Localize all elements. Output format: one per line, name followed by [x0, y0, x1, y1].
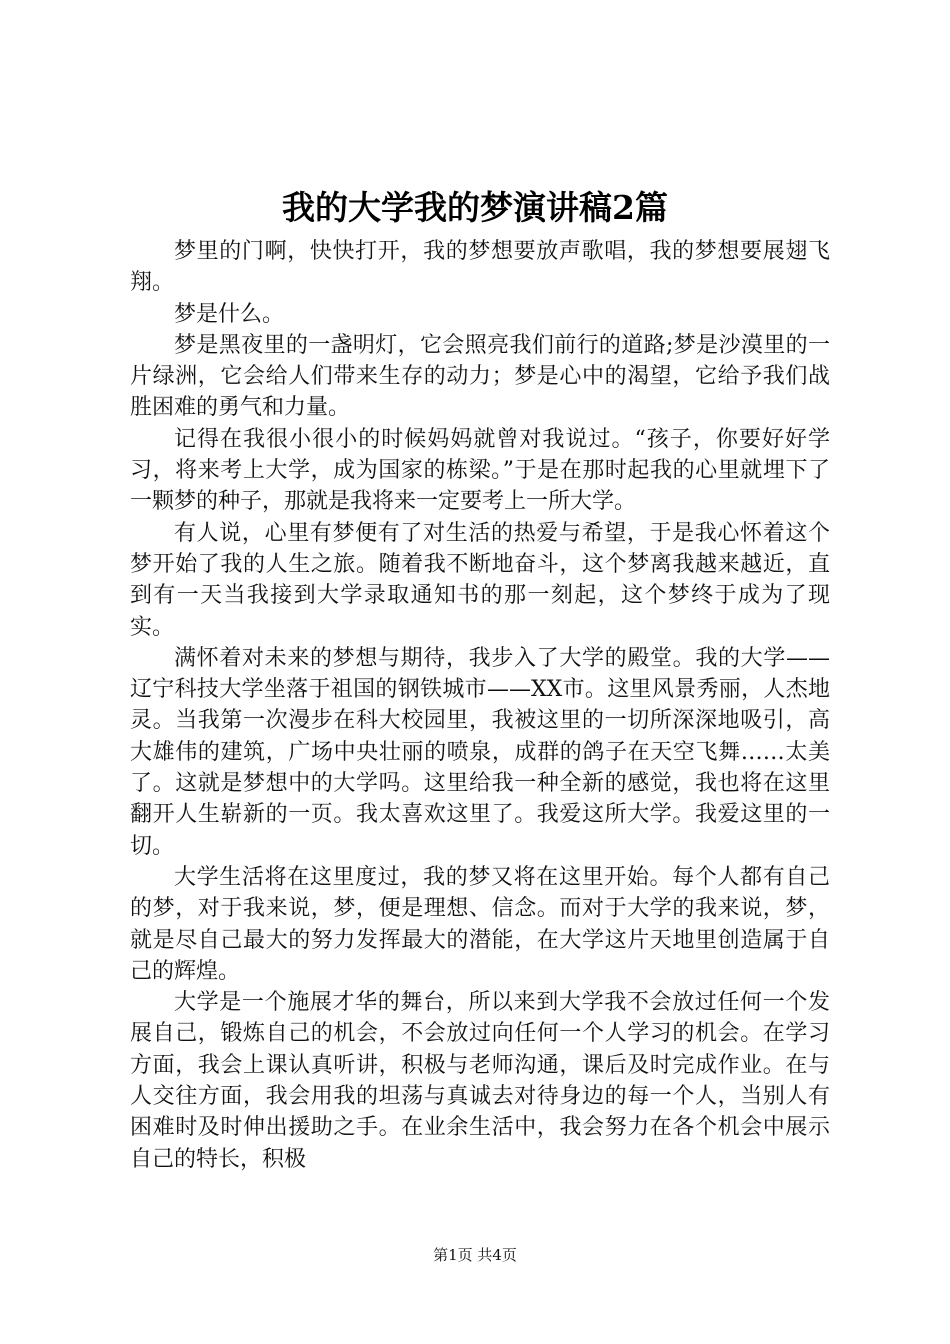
paragraph: 梦是黑夜里的一盏明灯，它会照亮我们前行的道路;梦是沙漠里的一片绿洲，它会给人们带来生存的动力；梦是心中的渴望，它给予我们战胜困难的勇气和力量。	[130, 332, 830, 421]
paragraph: 满怀着对未来的梦想与期待，我步入了大学的殿堂。我的大学——辽宁科技大学坐落于祖国的钢铁城市——XX市。这里风景秀丽，人杰地灵。当我第一次漫步在科大校园里，我被这里的一切所深深地吸引，高大雄伟的建筑，广场中央壮丽的喷泉，成群的鸽子在天空飞舞……太美了。这就是梦想中的大学吗。这里给我一种全新的感觉，我也将在这里翻开人生崭新的一页。我太喜欢这里了。我爱这所大学。我爱这里的一切。	[130, 645, 830, 859]
paragraph: 大学生活将在这里度过，我的梦又将在这里开始。每个人都有自己的梦，对于我来说，梦，便是理想、信念。而对于大学的我来说，梦，就是尽自己最大的努力发挥最大的潜能，在大学这片天地里创造属于自己的辉煌。	[130, 864, 830, 984]
paragraph: 记得在我很小很小的时候妈妈就曾对我说过。“孩子，你要好好学习，将来考上大学，成为国家的栋梁。”于是在那时起我的心里就埋下了一颗梦的种子，那就是我将来一定要考上一所大学。	[130, 426, 830, 515]
paragraph: 有人说，心里有梦便有了对生活的热爱与希望，于是我心怀着这个梦开始了我的人生之旅。随着我不断地奋斗，这个梦离我越来越近，直到有一天当我接到大学录取通知书的那一刻起，这个梦终于成为了现实。	[130, 520, 830, 640]
page-footer: 第1页 共4页	[433, 1246, 517, 1264]
document-title: 我的大学我的梦演讲稿2篇	[282, 188, 668, 227]
document-body	[130, 236, 830, 1175]
paragraph: 大学是一个施展才华的舞台，所以来到大学我不会放过任何一个发展自己，锻炼自己的机会，不会放过向任何一个人学习的机会。在学习方面，我会上课认真听讲，积极与老师沟通，课后及时完成作业。在与人交往方面，我会用我的坦荡与真诚去对待身边的每一个人，当别人有困难时及时伸出援助之手。在业余生活中，我会努力在各个机会中展示自己的特长，积极	[130, 990, 830, 1172]
paragraph: 梦是什么。	[174, 301, 285, 327]
paragraph: 梦里的门啊，快快打开，我的梦想要放声歌唱，我的梦想要展翅飞翔。	[130, 239, 830, 296]
